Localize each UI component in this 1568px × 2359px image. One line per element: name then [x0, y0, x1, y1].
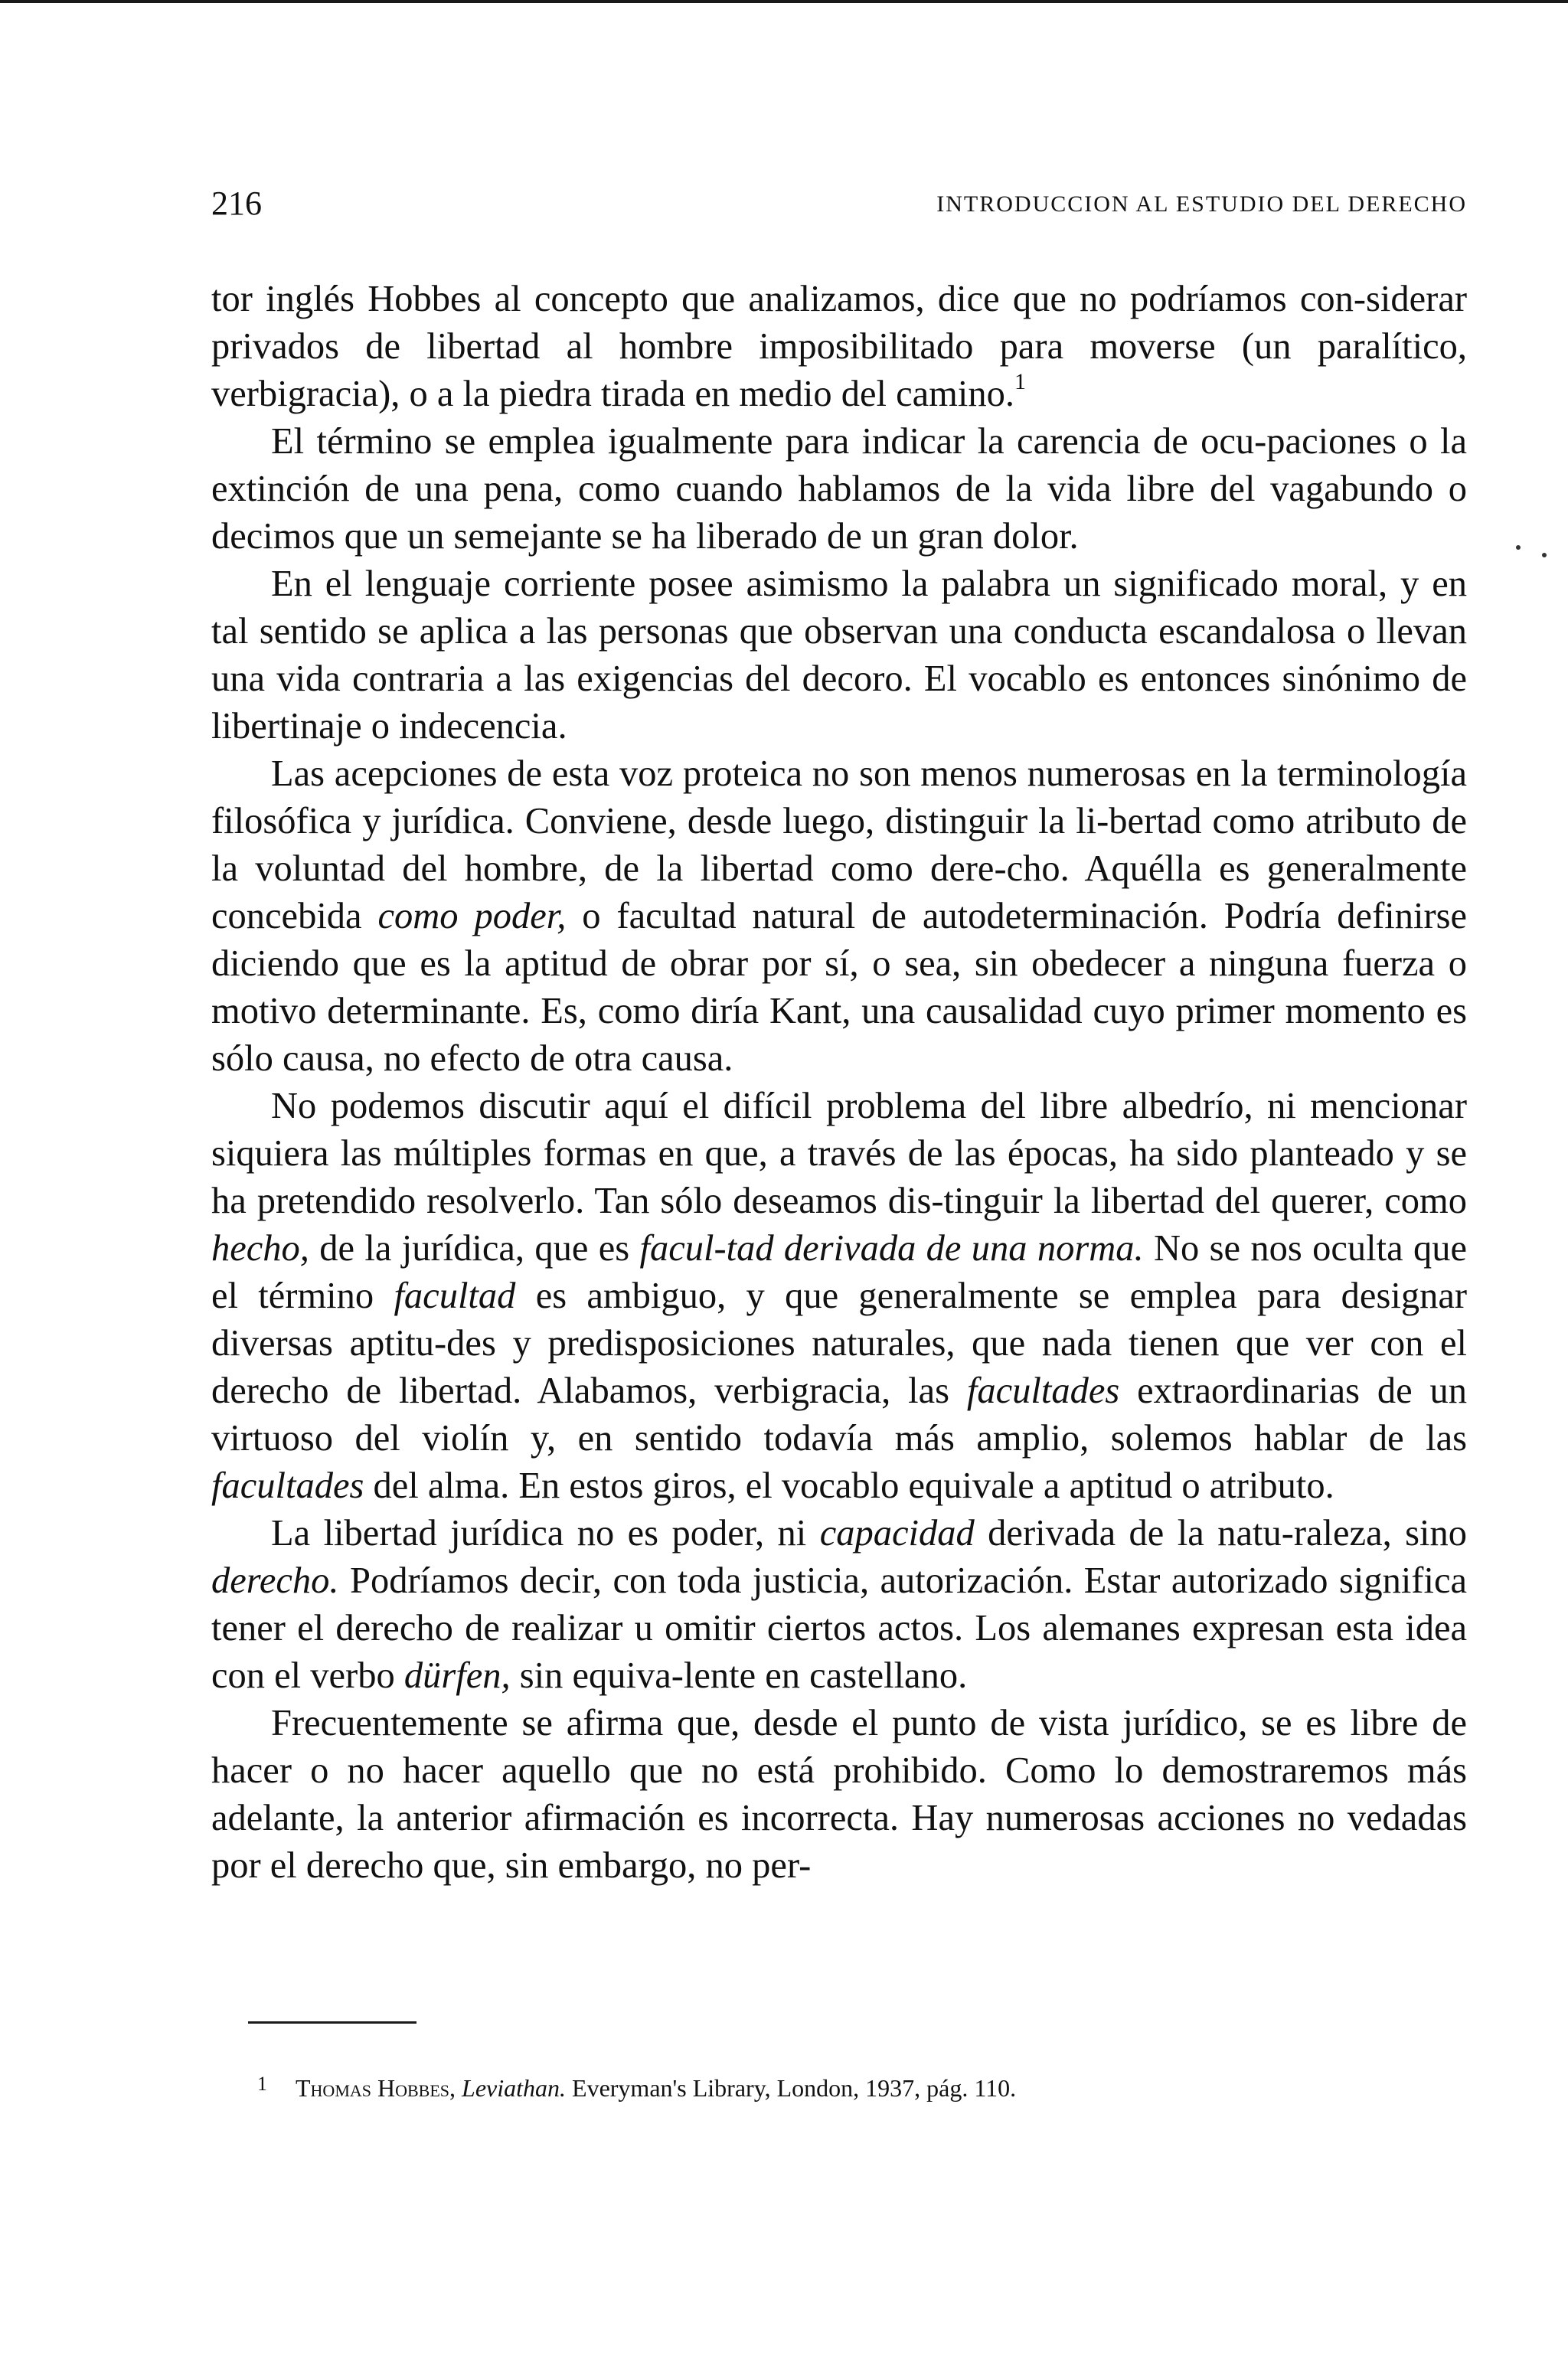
paragraph-1 — [211, 276, 1467, 418]
running-head — [211, 181, 1467, 227]
paragraph-6-text-e: Podríamos decir, con toda justicia, autorización. Estar autorizado significa tener el derecho de realizar u omitir ciertos actos. Los alemanes expresan esta idea con el verbo — [211, 1560, 1467, 1696]
paragraph-5-emphasis-hecho: hecho, — [211, 1228, 309, 1269]
paragraph-7-text: Frecuentemente se afirma que, desde el punto de vista jurídico, se es libre de hacer o no hacer aquello que no está prohibido. Como lo demostraremos más adelante, la anterior afirmación es incorrecta. Hay numerosas acciones no vedadas por el derecho que, sin embargo, no per- — [211, 1703, 1467, 1886]
paragraph-5-emphasis-facultad-derivada: facul-tad derivada de una norma. — [639, 1228, 1144, 1269]
paragraph-6-text-c: derivada de la natu-raleza, sino — [974, 1513, 1468, 1554]
paragraph-5-text-g: es ambiguo, y que generalmente se emplea para designar diversas aptitu-des y predisposiciones naturales, que nada tienen que ver con el derecho de libertad. Alabamos, verbigracia, las — [211, 1276, 1467, 1411]
footnote-work-title: Leviathan. — [462, 2074, 567, 2102]
paragraph-5-text-k: del alma. En estos giros, el vocablo equivale a aptitud o atributo. — [364, 1465, 1334, 1506]
margin-speck — [1542, 553, 1547, 557]
paragraph-4 — [211, 750, 1467, 1083]
paragraph-6 — [211, 1510, 1467, 1700]
paragraph-5-text-a: No podemos discutir aquí el difícil problema del libre albedrío, ni mencionar siquiera las múltiples formas en que, a través de las épocas, ha sido planteado y se ha pretendido resolverlo. Tan sólo deseamos dis-tinguir la libertad del querer, como — [211, 1086, 1467, 1221]
paragraph-6-text-g: sin equiva-lente en castellano. — [510, 1655, 968, 1696]
footnote-reference: 1 — [1014, 369, 1027, 394]
paragraph-5-emphasis-facultades-1: facultades — [966, 1371, 1120, 1411]
paragraph-5-text-c: de la jurídica, que es — [309, 1228, 640, 1269]
page-number: 216 — [211, 185, 262, 222]
paragraph-5-emphasis-facultades-2: facultades — [211, 1465, 364, 1506]
paragraph-5-text-i: extraordinarias de un virtuoso del violín y, en sentido todavía más amplio, solemos hablar de las — [211, 1371, 1467, 1459]
paragraph-6-emphasis-durfen: dürfen, — [403, 1655, 511, 1696]
paragraph-3 — [211, 560, 1467, 750]
paragraph-4-emphasis: como poder, — [377, 896, 567, 936]
paragraph-2-text: El término se emplea igualmente para indicar la carencia de ocu-paciones o la extinción de una pena, como cuando hablamos de la vida libre del vagabundo o decimos que un semejante se ha liberado de un gran dolor. — [211, 421, 1467, 557]
paragraph-3-text: En el lenguaje corriente posee asimismo la palabra un significado moral, y en tal sentido se aplica a las personas que observan una conducta escandalosa o llevan una vida contraria a las exigencias del decoro. El vocablo es entonces sinónimo de libertinaje o indecencia. — [211, 564, 1467, 747]
footnote-marker: 1 — [257, 2073, 267, 2095]
margin-speck — [1516, 545, 1521, 550]
paragraph-5-emphasis-facultad: facultad — [394, 1276, 516, 1316]
footnote — [257, 2067, 1467, 2105]
paragraph-6-emphasis-capacidad: capacidad — [819, 1513, 975, 1554]
paragraph-1-text: tor inglés Hobbes al concepto que analizamos, dice que no podríamos con-siderar privados de libertad al hombre imposibilitado para moverse (un paralítico, verbigracia), o a la piedra tirada en medio del camino. — [211, 279, 1467, 414]
body-text — [211, 276, 1467, 1890]
paragraph-6-text-a: La libertad jurídica no es poder, ni — [271, 1513, 820, 1554]
footnote-citation: Everyman's Library, London, 1937, pág. 110. — [566, 2074, 1017, 2102]
paragraph-6-emphasis-derecho: derecho. — [211, 1560, 339, 1601]
running-title: INTRODUCCION AL ESTUDIO DEL DERECHO — [936, 191, 1467, 217]
paragraph-4-text-a: Las acepciones de esta voz proteica no son menos numerosas en la terminología filosófica y jurídica. Conviene, desde luego, distinguir la li-bertad como atributo de la voluntad del hombre, de la libertad como dere-cho. Aquélla es generalmente concebida — [211, 753, 1467, 936]
paragraph-5-text-e: No se nos oculta que el término — [211, 1228, 1467, 1316]
footnote-author: Thomas Hobbes, — [296, 2074, 456, 2102]
paragraph-7 — [211, 1700, 1467, 1890]
paragraph-5 — [211, 1083, 1467, 1510]
paragraph-4-text-c: o facultad natural de autodeterminación. Podría definirse diciendo que es la aptitud de obrar por sí, o sea, sin obedecer a ninguna fuerza o motivo determinante. Es, como diría Kant, una causalidad cuyo primer momento es sólo causa, no efecto de otra causa. — [211, 896, 1467, 1079]
footnote-divider — [248, 2021, 416, 2024]
page-top-edge — [0, 0, 1568, 3]
paragraph-2 — [211, 418, 1467, 560]
